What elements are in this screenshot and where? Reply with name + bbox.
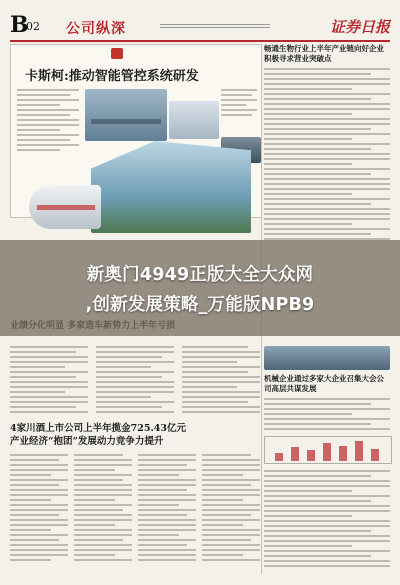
feature-title: 卡斯柯:推动智能管控系统研发 <box>25 69 199 84</box>
feature-side-text <box>221 89 257 119</box>
city-aerial-photo <box>91 141 251 233</box>
bullet-train-photo <box>29 185 101 229</box>
section-name: 公司纵深 <box>66 21 126 37</box>
feature-body-text <box>17 89 79 154</box>
lower-headline-2-line1: 4家川酒上市公司上半年揽金725.43亿元 <box>10 423 186 434</box>
metro-train-photo <box>85 89 167 141</box>
feature-article <box>10 44 262 218</box>
right-headline-1: 畅通生物行业上半年产业链向好企业积极寻求营业突破点 <box>264 44 384 63</box>
banner-title-line2: ,创新发展策略_万能版NPB9 <box>85 295 315 315</box>
page-letter: B <box>10 12 29 38</box>
feature-badge <box>111 48 123 59</box>
banner-title <box>0 260 400 320</box>
lower-article-text <box>10 346 260 418</box>
bottom-article-text <box>10 454 390 574</box>
overlay-banner <box>0 240 400 336</box>
control-system-photo <box>169 101 219 139</box>
lower-headline-2 <box>10 422 260 448</box>
right-column-photo <box>264 346 390 370</box>
lower-headline-2-line2: 产业经济“抱团”发展动力竞争力提升 <box>10 436 164 447</box>
dateline-rule <box>160 24 270 27</box>
newspaper-logo: 证券日报 <box>329 18 390 36</box>
right-column-text <box>264 68 390 240</box>
right-column-text-2 <box>264 398 390 430</box>
right-column <box>264 44 390 243</box>
page-number: 02 <box>26 20 40 33</box>
right-headline-2: 机械企业通过多家大企业召集大会公司高层共谋发展 <box>264 374 384 393</box>
banner-title-line1: 新奥门4949正版大全大众网 <box>86 265 314 285</box>
masthead <box>10 14 390 42</box>
